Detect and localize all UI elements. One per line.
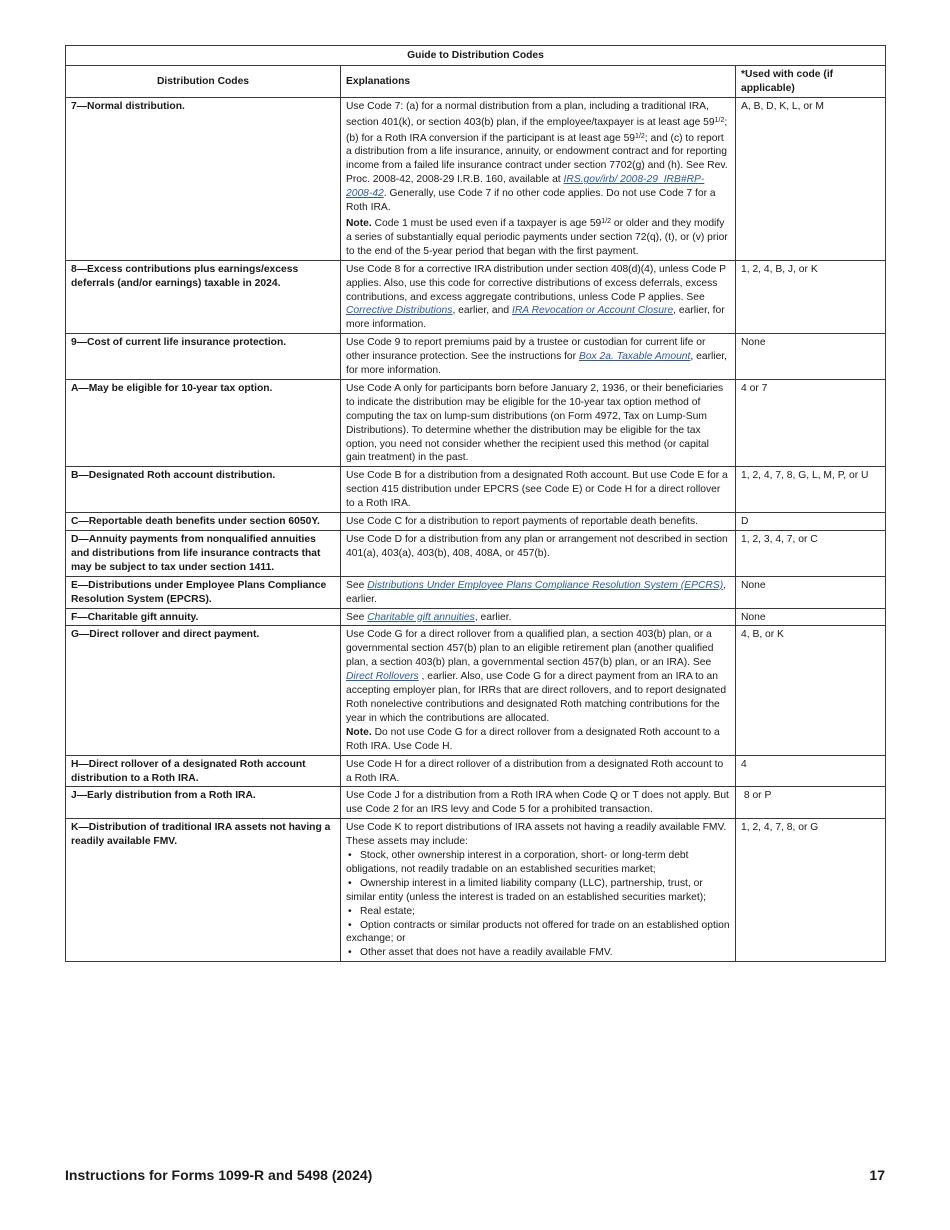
explanation-cell: [341, 260, 736, 334]
explanation-cell: [341, 379, 736, 466]
explanation-text: ; and (c) to report a distribution from a life insurance, annuity, or endowment contract and for reporting income from a failed life insurance contract under section 7702(g) and (h). See Rev. Proc. 2008-42, 2008-29 I.R.B. 160, available at: [346, 132, 728, 186]
code-label: 7—Normal distribution.: [66, 97, 341, 260]
table-row: [66, 260, 886, 334]
bullet-icon: •: [348, 877, 352, 889]
explanation-text: , earlier.: [474, 611, 512, 623]
used-with-cell: 4, B, or K: [736, 626, 886, 755]
note-label: Note.: [346, 726, 372, 738]
explanation-text: Use Code G for a direct rollover from a qualified plan, a section 403(b) plan, or a governmental section 457(b) plan to an eligible retirement plan (another qualified plan, a section 403(b) plan, a governmental section 457(b) plan, or an IRA). See: [346, 629, 714, 669]
fraction-half: 1/2: [714, 116, 725, 124]
code-label: B—Designated Roth account distribution.: [66, 467, 341, 513]
bullet-text: Real estate;: [360, 905, 415, 917]
explanation-text: , earlier, for more information.: [346, 351, 728, 377]
note-text: or older and they modify a series of substantially equal periodic payments under section 72(q), (t), or (v) prior to the end of the 5-year period that began with the first payment.: [346, 217, 728, 257]
note-label: Note.: [346, 217, 372, 229]
bullet-icon: •: [348, 850, 352, 862]
table-row: [66, 755, 886, 787]
table-row: [66, 626, 886, 755]
link-box-2a-taxable-amount[interactable]: Box 2a. Taxable Amount: [578, 351, 691, 363]
bullet-icon: •: [348, 947, 352, 959]
bullet-icon: •: [348, 919, 352, 931]
bullet-item: [346, 919, 730, 947]
code-label: F—Charitable gift annuity.: [66, 608, 341, 626]
explanation-text: Use Code H for a direct rollover of a distribution from a designated Roth account to a Roth IRA.: [346, 758, 724, 784]
used-with-cell: None: [736, 576, 886, 608]
explanation-text: , earlier. Also, use Code G for a direct payment from an IRA to an accepting employer plan, for IRRs that are direct rollovers, and to report designated Roth nonelective contributions and designated Roth matching contributions for the year in which the contributions are allocated.: [346, 671, 727, 724]
bullet-item: [346, 946, 730, 960]
explanation-text: Use Code J for a distribution from a Roth IRA when Code Q or T does not apply. But use Code 2 for an IRS levy and Code 5 for a prohibited transaction.: [346, 790, 729, 816]
used-with-cell: 1, 2, 4, B, J, or K: [736, 260, 886, 334]
explanation-text: Use Code D for a distribution from any plan or arrangement not described in section 401(a), 403(a), 403(b), 408, 408A, or 457(b).: [346, 534, 728, 559]
explanation-text: Use Code 8 for a corrective IRA distribution under section 408(d)(4), unless Code P applies. Also, use this code for corrective distributions of excess deferrals, excess contributions, and excess aggregate contributions, unless Code P applies. See: [346, 263, 726, 303]
fraction-half: 1/2: [635, 132, 645, 140]
bullet-text: Stock, other ownership interest in a corporation, short- or long-term debt obligations, not readily tradable on an established securities market;: [346, 850, 689, 875]
code-label: 8—Excess contributions plus earnings/excess deferrals (and/or earnings) taxable in 2024.: [66, 260, 341, 334]
bullet-item: [346, 877, 730, 905]
explanation-text: Use Code C for a distribution to report payments of reportable death benefits.: [346, 516, 699, 528]
note-text: Do not use Code G for a direct rollover from a designated Roth account to a Roth IRA. Use Code H.: [346, 726, 720, 752]
bullet-text: Ownership interest in a limited liability company (LLC), partnership, trust, or similar entity (unless the interest is traded on an established securities market);: [346, 877, 706, 903]
table-row: [66, 334, 886, 380]
used-with-cell: A, B, D, K, L, or M: [736, 97, 886, 260]
explanation-cell: [341, 819, 736, 962]
distribution-codes-table: [65, 45, 886, 962]
header-used-with-code: *Used with code (if applicable): [736, 65, 886, 97]
link-epcrs[interactable]: Distributions Under Employee Plans Compliance Resolution System (EPCRS): [367, 579, 724, 591]
table-row: [66, 97, 886, 260]
footer-document-title: Instructions for Forms 1099-R and 5498 (2024): [65, 1167, 373, 1183]
used-with-cell: 1, 2, 4, 7, 8, or G: [736, 819, 886, 962]
explanation-text: Use Code 9 to report premiums paid by a trustee or custodian for current life or other insurance protection. See the instructions for: [346, 337, 706, 363]
code-label: C—Reportable death benefits under section 6050Y.: [66, 513, 341, 531]
fraction-half: 1/2: [601, 217, 612, 225]
used-with-cell: 4 or 7: [736, 379, 886, 466]
explanation-cell: [341, 576, 736, 608]
used-with-cell: None: [736, 608, 886, 626]
explanation-cell: [341, 334, 736, 380]
link-ira-revocation[interactable]: IRA Revocation or Account Closure: [511, 305, 674, 317]
explanation-text: Use Code B for a distribution from a designated Roth account. But use Code E for a section 415 distribution under EPCRS (see Code E) or Code H for a direct rollover to a Roth IRA.: [346, 470, 728, 510]
explanation-text: Use Code K to report distributions of IRA assets not having a readily available FMV. These assets may include:: [346, 822, 727, 848]
explanation-cell: [341, 467, 736, 513]
explanation-text: , earlier, for more information.: [346, 305, 725, 331]
table-row: [66, 819, 886, 962]
code-label: K—Distribution of traditional IRA assets not having a readily available FMV.: [66, 819, 341, 962]
used-with-cell: 4: [736, 755, 886, 787]
bullet-text: Option contracts or similar products not offered for trade on an established option exchange; or: [346, 919, 730, 945]
code-label: J—Early distribution from a Roth IRA.: [66, 787, 341, 819]
code-label: A—May be eligible for 10-year tax option.: [66, 379, 341, 466]
used-with-cell: 1, 2, 4, 7, 8, G, L, M, P, or U: [736, 467, 886, 513]
code-label: E—Distributions under Employee Plans Compliance Resolution System (EPCRS).: [66, 576, 341, 608]
explanation-text: , earlier.: [346, 579, 727, 605]
explanation-text: See: [346, 579, 368, 591]
link-charitable-gift-annuities[interactable]: Charitable gift annuities: [367, 611, 475, 623]
explanation-cell: [341, 755, 736, 787]
table-row: [66, 576, 886, 608]
table-row: [66, 787, 886, 819]
explanation-cell: [341, 787, 736, 819]
code-label: D—Annuity payments from nonqualified annuities and distributions from life insurance contracts that may be subject to tax under section 1411.: [66, 531, 341, 577]
explanation-text: Use Code 7: (a) for a normal distribution from a plan, including a traditional IRA, section 401(k), or section 403(b) plan, if the employee/taxpayer is at least age 59: [346, 100, 715, 128]
code-label: H—Direct rollover of a designated Roth account distribution to a Roth IRA.: [66, 755, 341, 787]
explanation-cell: [341, 531, 736, 577]
bullet-text: Other asset that does not have a readily available FMV.: [360, 947, 613, 959]
note-text: Code 1 must be used even if a taxpayer is age 59: [371, 217, 602, 229]
used-with-cell: 1, 2, 3, 4, 7, or C: [736, 531, 886, 577]
explanation-text: , earlier, and: [452, 305, 512, 317]
explanation-text: ; (b) for a Roth IRA conversion if the participant is at least age 59: [346, 116, 728, 144]
table-row: [66, 513, 886, 531]
footer-page-number: 17: [869, 1167, 885, 1183]
link-corrective-distributions[interactable]: Corrective Distributions: [346, 305, 453, 317]
table-row: [66, 379, 886, 466]
code-label: G—Direct rollover and direct payment.: [66, 626, 341, 755]
bullet-item: [346, 905, 730, 919]
table-title: Guide to Distribution Codes: [66, 46, 886, 66]
table-row: [66, 608, 886, 626]
header-distribution-codes: Distribution Codes: [66, 65, 341, 97]
link-direct-rollovers[interactable]: Direct Rollovers: [346, 671, 419, 683]
explanation-cell: [341, 626, 736, 755]
header-explanations: Explanations: [341, 65, 736, 97]
used-with-cell: None: [736, 334, 886, 380]
explanation-text: See: [346, 611, 368, 623]
table-row: [66, 467, 886, 513]
used-with-cell: 8 or P: [736, 787, 886, 819]
link-irb-rp-2008-42[interactable]: IRS.gov/irb/ 2008-29_IRB#RP-2008-42: [346, 174, 705, 200]
explanation-text: Use Code A only for participants born before January 2, 1936, or their beneficiaries to indicate the distribution may be eligible for the 10-year tax option method of computing the tax on lump-sum distributions (on Form 4972, Tax on Lump-Sum Distributions). To determine whether the distribution may be eligible for the tax option, you need not consider whether the recipient used this method (or capital gain treatment) in the past.: [346, 382, 724, 464]
explanation-cell: [341, 513, 736, 531]
explanation-cell: [341, 97, 736, 260]
explanation-cell: [341, 608, 736, 626]
used-with-cell: D: [736, 513, 886, 531]
explanation-text: . Generally, use Code 7 if no other code applies. Do not use Code 7 for a Roth IRA.: [346, 188, 716, 214]
table-row: [66, 531, 886, 577]
bullet-icon: •: [348, 905, 352, 917]
bullet-item: [346, 849, 730, 877]
code-label: 9—Cost of current life insurance protection.: [66, 334, 341, 380]
